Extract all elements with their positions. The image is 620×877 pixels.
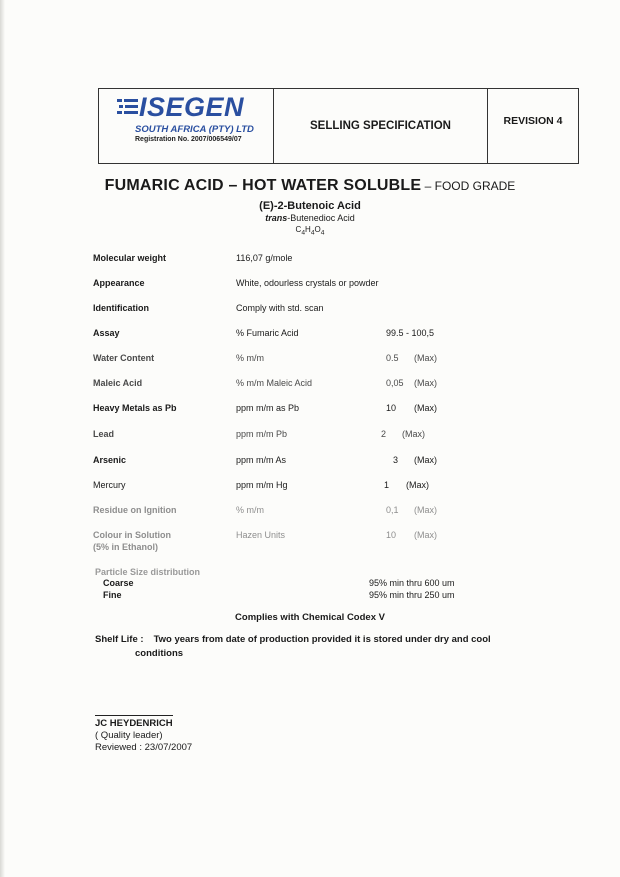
revision-cell bbox=[488, 89, 578, 163]
trans-name bbox=[0, 213, 620, 223]
document-page: ISEGEN SOUTH AFRICA (PTY) LTD Registration No. 2007/006549/07 SELLING SPECIFICATION REVISION 4 FUMARIC ACID – HOT WATER SOLUBLE – FOOD GRADE (E)-2-Butenoic Acid trans-Butenedioc Acid $C_4H_4O_4$ Molecular weight 116,07 g/mole Appearance White, odourless crystals or powder Identification Comply with std. scan Assay % Fumaric Acid 99.5 - 100,5 Water Content % m/m 0.5 (Max) Maleic Acid % m/m Maleic Acid 0,05 (Max) Heavy Metals as Pb ppm m/m as Pb 10 (Max) Lead ppm m/m Pb 2 (Max) Arsenic ppm m/m As 3 (Max) Mercury ppm m/m Hg 1 (Max) Residue on Ignition % m/m 0,1 (Max) Colour in Solution (5% in Ethanol) Hazen Units 10 (Max) Particle Size distribution Coarse 95% min thru 600 um Fine 95% min thru 250 um Complies with Chemical Codex V Shelf Life : Two years from date of production provided it is stored under dry and cool conditions JC HEYDENRICH ( Quality leader) Reviewed : 23/07/2007 bbox=[0, 0, 620, 877]
doc-type: SELLING SPECIFICATION bbox=[310, 120, 451, 132]
trans-prefix: trans bbox=[265, 213, 288, 223]
registration-number: Registration No. 2007/006549/07 bbox=[135, 136, 242, 143]
chemical-formula: $C_4H_4O_4$ bbox=[295, 225, 325, 237]
product-title bbox=[0, 177, 620, 195]
spec-row: Heavy Metals as Pb ppm m/m as Pb 10 (Max) bbox=[93, 403, 437, 413]
spec-row: Identification Comply with std. scan bbox=[93, 303, 324, 313]
shelf-life bbox=[95, 633, 565, 661]
spec-row: Colour in Solution (5% in Ethanol) Hazen Units 10 (Max) bbox=[93, 530, 437, 552]
product-grade: – FOOD GRADE bbox=[421, 179, 516, 193]
spec-row: Assay % Fumaric Acid 99.5 - 100,5 bbox=[93, 328, 435, 338]
spec-row: Residue on Ignition % m/m 0,1 (Max) bbox=[93, 505, 437, 515]
shelf-life-text-cont: conditions bbox=[135, 648, 184, 659]
chemical-name: (E)-2-Butenoic Acid bbox=[259, 200, 361, 212]
header-box bbox=[98, 88, 579, 164]
logo-dots-icon bbox=[117, 97, 139, 117]
particle-size-label: Particle Size distribution bbox=[95, 567, 201, 577]
spec-row: Appearance White, odourless crystals or powder bbox=[93, 278, 379, 288]
spec-row: Lead ppm m/m Pb 2 (Max) bbox=[93, 429, 425, 439]
signatory-name: JC HEYDENRICH bbox=[95, 715, 173, 730]
signatory-role: ( Quality leader) bbox=[95, 730, 163, 741]
spec-row: Mercury ppm m/m Hg 1 (Max) bbox=[93, 480, 429, 490]
company-name: ISEGEN bbox=[139, 92, 245, 122]
review-date: Reviewed : 23/07/2007 bbox=[95, 742, 193, 753]
revision: REVISION 4 bbox=[503, 115, 563, 127]
spec-row: Water Content % m/m 0.5 (Max) bbox=[93, 353, 437, 363]
doc-type-cell bbox=[274, 89, 488, 163]
spec-row: Arsenic ppm m/m As 3 (Max) bbox=[93, 455, 437, 465]
spec-row: Maleic Acid % m/m Maleic Acid 0,05 (Max) bbox=[93, 378, 437, 388]
codex-compliance: Complies with Chemical Codex V bbox=[235, 612, 385, 623]
product-name: FUMARIC ACID – HOT WATER SOLUBLE bbox=[104, 177, 422, 194]
signature-block bbox=[95, 715, 192, 754]
trans-rest: -Butenedioc Acid bbox=[287, 213, 355, 223]
shelf-life-label: Shelf Life : bbox=[95, 634, 144, 645]
spec-row: Molecular weight 116,07 g/mole bbox=[93, 253, 293, 263]
company-subsidiary: SOUTH AFRICA (PTY) LTD bbox=[135, 124, 254, 135]
shelf-life-text: Two years from date of production provided it is stored under dry and cool bbox=[153, 634, 491, 645]
company-logo bbox=[99, 89, 274, 163]
